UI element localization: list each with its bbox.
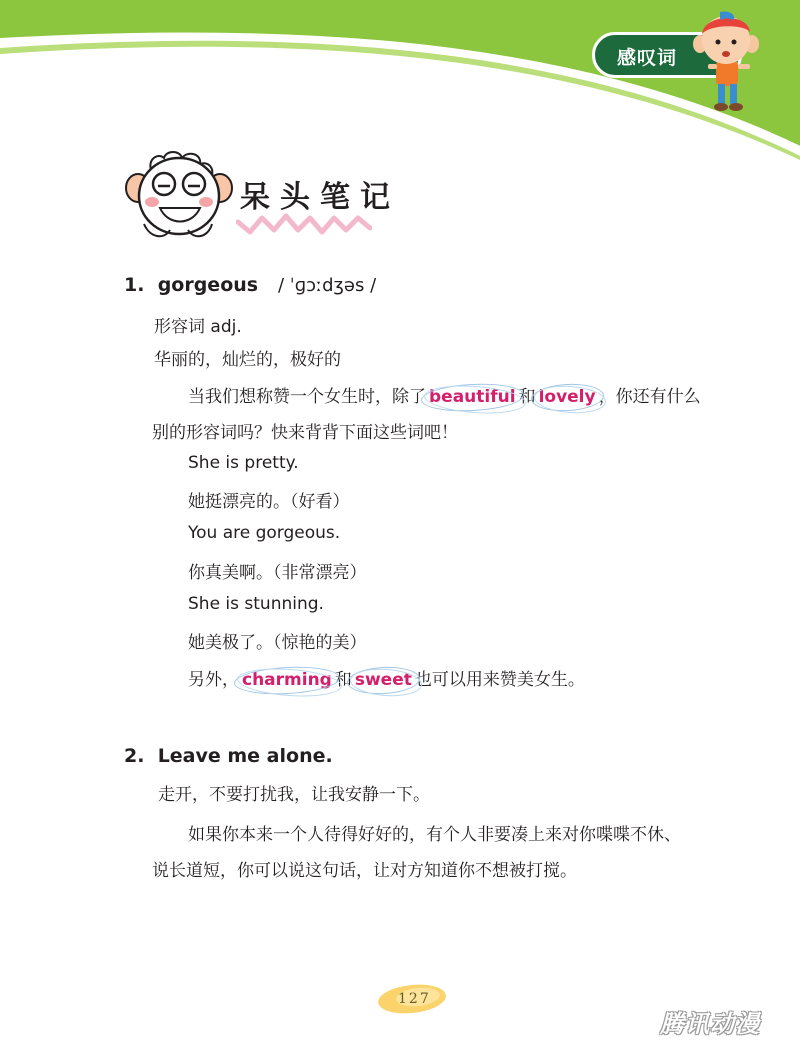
keyword-lovely: lovely: [536, 387, 599, 407]
entry-explanation: 如果你本来一个人待得好好的，有个人非要凑上来对你喋喋不休、: [188, 825, 681, 845]
entry-meaning: 走开，不要打扰我，让我安静一下。: [158, 785, 430, 805]
watermark-logo: 腾讯动漫: [660, 1010, 760, 1038]
header-banner: [0, 0, 800, 160]
example-zh: 她美极了。（惊艳的美）: [188, 633, 367, 653]
zigzag-divider: [236, 210, 372, 236]
mascot-boy-icon: [690, 8, 762, 113]
entry-part-of-speech: 形容词 adj.: [154, 317, 242, 337]
example-en: You are gorgeous.: [188, 523, 341, 543]
closing-text: 也可以用来赞美女生。: [414, 670, 585, 690]
entry-number: 2.: [124, 745, 145, 767]
entry-explanation-continued: 说长道短，你可以说这句话，让对方知道你不想被打搅。: [152, 861, 577, 881]
conjunction: 和: [518, 387, 536, 407]
notes-title: 呆头笔记: [240, 180, 400, 215]
chapter-label: 感叹词: [617, 47, 678, 69]
page-number: 127: [398, 991, 431, 1007]
example-zh: 你真美啊。（非常漂亮）: [188, 563, 367, 583]
entry-heading: [124, 745, 333, 767]
entry-phonetic: / ˈɡɔːdʒəs /: [277, 275, 377, 296]
entry-intro: [188, 382, 701, 407]
example-en: She is stunning.: [188, 594, 324, 614]
intro-text: ，你还有什么: [598, 387, 701, 407]
entry-meaning: 华丽的，灿烂的，极好的: [154, 350, 341, 370]
keyword-sweet: sweet: [352, 670, 415, 690]
example-en: She is pretty.: [188, 453, 299, 473]
entry-intro-continued: 别的形容词吗？快来背背下面这些词吧！: [152, 423, 458, 443]
cartoon-face-icon: [124, 146, 236, 244]
keyword-beautiful: beautiful: [426, 387, 519, 407]
conjunction: 和: [334, 670, 352, 690]
intro-text: 当我们想称赞一个女生时，除了: [188, 387, 426, 407]
closing-text: 另外，: [188, 670, 239, 690]
entry-headword: Leave me alone.: [157, 745, 333, 767]
example-zh: 她挺漂亮的。（好看）: [188, 492, 350, 512]
entry-closing: [188, 665, 585, 690]
entry-heading: [124, 274, 376, 296]
entry-number: 1.: [124, 274, 145, 296]
keyword-charming: charming: [239, 670, 335, 690]
entry-headword: gorgeous: [157, 274, 259, 296]
